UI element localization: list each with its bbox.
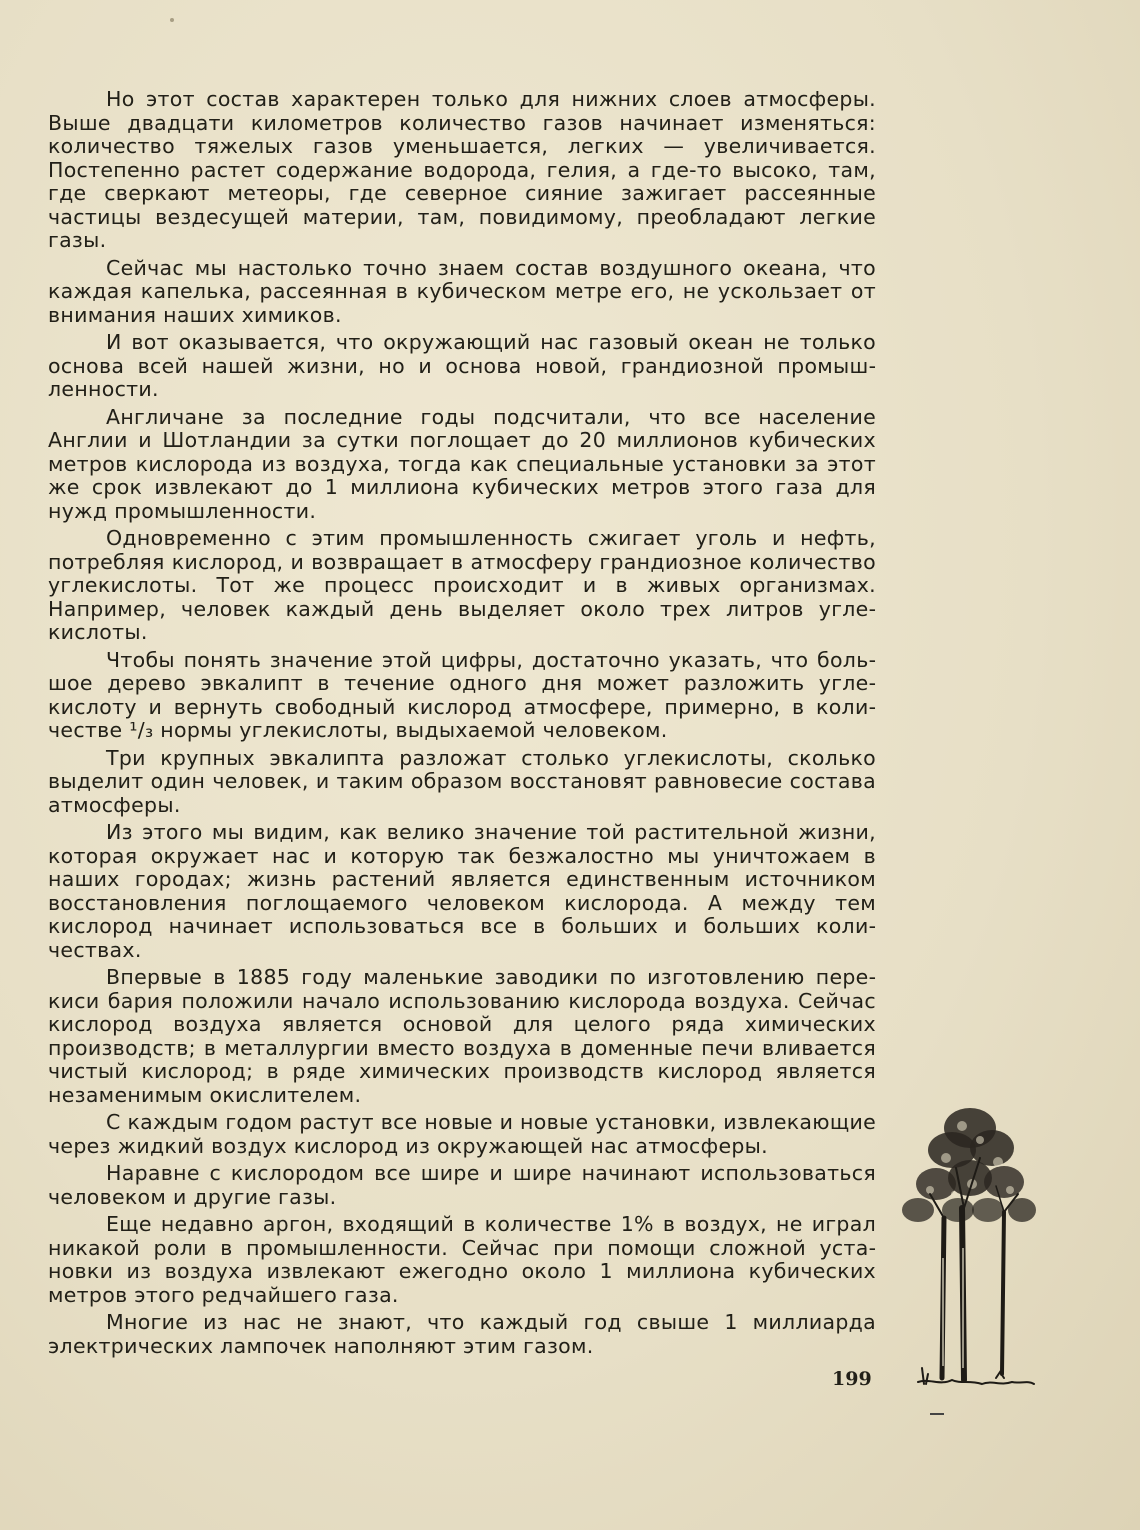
paragraph: Впервые в 1885 году маленькие заводики по изготовлению перекиси бария положили начало использованию кислорода воздуха. Сейчас кислород воздуха является основой для целого ряда химических производств; в металлургии вместо воздуха в доменные печи вливается чистый кислород; в ряде химических производств кислород является незаменимым окислителем. <box>48 965 876 1107</box>
paragraph: И вот оказывается, что окружающий нас газовый океан не только основа всей нашей жизни, но и основа новой, грандиозной промышленности. <box>48 330 876 401</box>
paragraph: Чтобы понять значение этой цифры, достаточно указать, что большое дерево эвкалипт в течение одного дня может разложить углекислоту и вернуть свободный кислород атмосфере, примерно, в количестве ¹/₃ нормы углекислоты, выдыхаемой человеком. <box>48 647 876 742</box>
paragraph: С каждым годом растут все новые и новые установки, извлекающие через жидкий воздух кислород из окружающей нас атмосферы. <box>48 1110 876 1158</box>
paragraph: Наравне с кислородом все шире и шире начинают использоваться человеком и другие газы. <box>48 1161 876 1209</box>
paragraph: Из этого мы видим, как велико значение той растительной жизни, которая окружает нас и которую так безжалостно мы уничтожаем в наших городах; жизнь растений является единственным источником восстановления поглощаемого человеком кислорода. А между тем кислород начинает использоваться все в больших и больших количествах. <box>48 820 876 962</box>
margin-mark <box>930 1413 944 1415</box>
paragraph: Но этот состав характерен только для нижних слоев атмосферы. Выше двадцати километров количество газов начинает изменяться: количество тяжелых газов уменьшается, легких — увеличивается. Постепенно растет содержание водорода, гелия, а где-то высоко, там, где сверкают метеоры, где северное сияние зажигает рассеянные частицы вездесущей материи, там, повидимому, преобладают легкие газы. <box>48 87 876 252</box>
paragraph: Одновременно с этим промышленность сжигает уголь и нефть, потребляя кислород, и возвращает в атмосферу грандиозное количество углекислоты. Тот же процесс происходит и в живых организмах. Например, человек каждый день выделяет около трех литров углекислоты. <box>48 526 876 644</box>
paragraph: Три крупных эвкалипта разложат столько углекислоты, сколько выделит один человек, и таким образом восстановят равновесие состава атмосферы. <box>48 745 876 817</box>
page-number: 199 <box>832 1368 872 1390</box>
paragraph: Англичане за последние годы подсчитали, что все население Англии и Шотландии за сутки поглощает до 20 миллионов кубических метров кислорода из воздуха, тогда как специальные установки за этот же срок извлекают до 1 миллиона кубических метров этого газа для нужд промышленности. <box>48 404 876 523</box>
paragraph: Сейчас мы настолько точно знаем состав воздушного океана, что каждая капелька, рассеянная в кубическом метре его, не ускользает от внимания наших химиков. <box>48 255 876 327</box>
paragraph: Многие из нас не знают, что каждый год свыше 1 миллиарда электрических лампочек наполняют этим газом. <box>48 1310 876 1358</box>
tree-illustration <box>900 1098 1040 1398</box>
paragraph: Еще недавно аргон, входящий в количестве 1% в воздух, не играл никакой роли в промышленности. Сейчас при помощи сложной установки из воздуха извлекают ежегодно около 1 миллиона кубических метров этого редчайшего газа. <box>48 1212 876 1307</box>
body-text <box>48 88 876 1362</box>
print-speck <box>170 18 174 22</box>
